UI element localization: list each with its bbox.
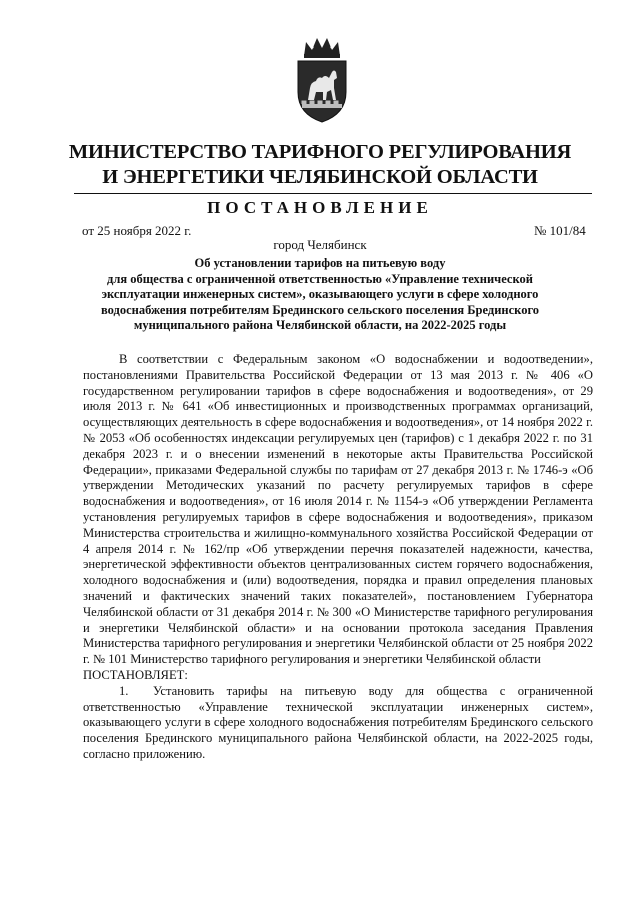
document-title <box>80 256 560 334</box>
ministry-name <box>60 140 580 190</box>
document-type: ПОСТАНОВЛЕНИЕ <box>207 198 433 217</box>
preamble-paragraph: В соответствии с Федеральным законом «О водоснабжении и водоотведении», постановлениями Правительства Российской Федерации от 13 мая 2013 г. № 406 «О государственном регулировании тарифов в сфере водоснабжения и водоотведения», от 29 июля 2013 г. № 641 «Об инвестиционных и производственных программах организаций, осуществляющих деятельность в сфере водоснабжения и водоотведения», от 14 ноября 2022 г. № 2053 «Об особенностях индексации регулируемых цен (тарифов) с 1 декабря 2022 г. по 31 декабря 2023 г. и о внесении изменений в некоторые акты Правительства Российской Федерации», приказами Федеральной службы по тарифам от 27 декабря 2013 г. № 1746-э «Об утверждении Методических указаний по расчету регулируемых тарифов в сфере водоснабжения и водоотведения», от 16 июля 2014 г. № 1154-э «Об утверждении Регламента установления регулируемых тарифов в сфере водоснабжения и водоотведения», приказом Министерства строительства и жилищно-коммунального хозяйства Российской Федерации от 4 апреля 2014 г. № 162/пр «Об утверждении перечня показателей надежности, качества, энергетической эффективности объектов централизованных систем горячего водоснабжения, холодного водоснабжения и (или) водоотведения, порядка и правил определения плановых значений и фактических значений таких показателей», постановлением Губернатора Челябинской области от 31 декабря 2014 г. № 300 «О Министерстве тарифного регулирования и энергетики Челябинской области» и на основании протокола заседания Правления Министерства тарифного регулирования и энергетики Челябинской области от 25 ноября 2022 г. № 101 Министерство тарифного регулирования и энергетики Челябинской области <box>83 352 593 667</box>
title-line-5: муниципального района Челябинской области, на 2022-2025 годы <box>133 318 507 333</box>
clause-1-text: Установить тарифы на питьевую воду для общества с ограниченной ответственностью «Управление технической эксплуатации инженерных систем», оказывающего услуги в сфере холодного водоснабжения потребителям Брединского сельского поселения Брединского муниципального района Челябинской области, на 2022-2025 годы, согласно приложению. <box>83 683 593 761</box>
title-line-2: для общества с ограниченной ответственностью «Управление технической <box>107 271 533 286</box>
clause-1-number: 1. <box>119 683 129 698</box>
document-date: от 25 ноября 2022 г. <box>82 223 192 238</box>
ministry-line-2: И ЭНЕРГЕТИКИ ЧЕЛЯБИНСКОЙ ОБЛАСТИ <box>102 166 538 188</box>
document-city: город Челябинск <box>273 237 367 252</box>
document-number: № 101/84 <box>534 223 586 238</box>
header-divider <box>74 193 592 194</box>
title-line-4: водоснабжения потребителям Брединского сельского поселения Брединского <box>100 302 540 317</box>
clause-1 <box>83 684 593 763</box>
document-body <box>83 352 593 763</box>
coat-of-arms-icon <box>294 34 350 124</box>
resolves-heading: ПОСТАНОВЛЯЕТ: <box>83 667 188 682</box>
title-line-3: эксплуатации инженерных систем», оказывающего услуги в сфере холодного <box>101 287 539 302</box>
title-line-1: Об установлении тарифов на питьевую воду <box>194 256 446 270</box>
ministry-line-1: МИНИСТЕРСТВО ТАРИФНОГО РЕГУЛИРОВАНИЯ <box>68 141 572 163</box>
